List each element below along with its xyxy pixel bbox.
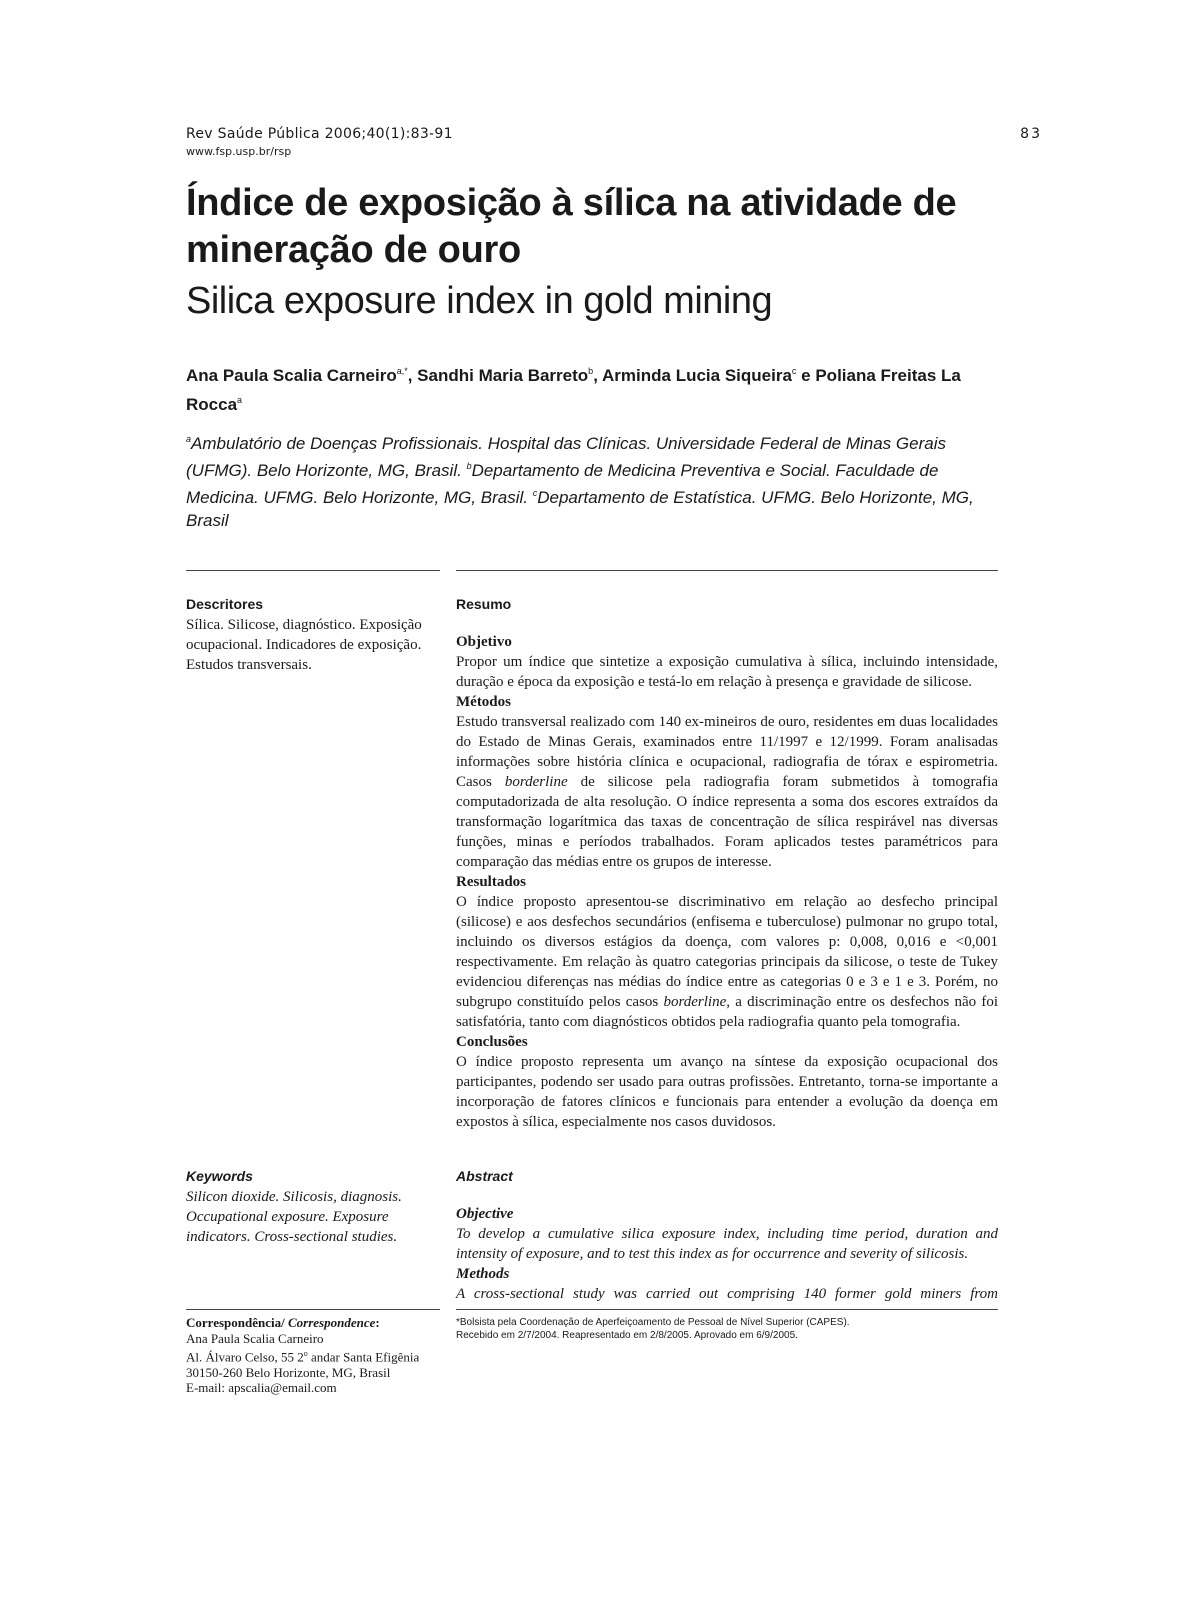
author-affiliation-mark: b [588, 366, 594, 376]
author-name: Arminda Lucia Siqueira [602, 366, 792, 385]
correspondence-label-en: Correspondence [287, 1315, 376, 1330]
resultados-text-part: , a discriminação entre os desfechos não foi satisfatória, tanto com diagnósticos obtidos pela radiografia quanto pela tomografia. [456, 994, 998, 1030]
metodos-text [456, 712, 998, 872]
correspondence-email: E-mail: apscalia@email.com [186, 1380, 337, 1396]
keywords-heading: Keywords [186, 1168, 253, 1184]
resultados-italic-term: borderline [663, 994, 727, 1010]
author-conjunction: e [801, 366, 811, 385]
divider [456, 1309, 998, 1310]
author-name: Poliana Freitas La Rocca [186, 366, 961, 414]
metodos-italic-term: borderline [504, 774, 568, 790]
divider [456, 570, 998, 571]
descritores-section [186, 596, 442, 675]
resultados-text [456, 892, 998, 1032]
journal-url: www.fsp.usp.br/rsp [186, 145, 292, 158]
correspondence-city: 30150-260 Belo Horizonte, MG, Brasil [186, 1364, 391, 1380]
keywords-text: Silicon dioxide. Silicosis, diagnosis. Occupational exposure. Exposure indicators. Cross-sectional studies. [186, 1189, 402, 1245]
correspondence-colon: : [375, 1315, 380, 1330]
footnotes [456, 1316, 998, 1342]
correspondence-heading [186, 1315, 446, 1331]
correspondence-label-pt: Correspondência/ [186, 1315, 285, 1330]
resultados-heading: Resultados [456, 874, 527, 890]
author-affiliation-mark: a [237, 395, 243, 405]
affiliation-text: Departamento de Estatística. UFMG. Belo Horizonte, MG, Brasil [186, 488, 974, 530]
funding-note: *Bolsista pela Coordenação de Aperfeiçoamento de Pessoal de Nível Superior (CAPES). [456, 1317, 850, 1328]
divider [186, 570, 440, 571]
author-affiliation-mark: c [791, 366, 797, 376]
affiliation-mark: a [186, 434, 192, 444]
journal-citation: Rev Saúde Pública 2006;40(1):83-91 [186, 126, 453, 142]
title-portuguese: Índice de exposição à sílica na atividade de mineração de ouro [186, 182, 957, 271]
objetivo-text: Propor um índice que sintetize a exposição cumulativa à sílica, incluindo intensidade, duração e época da exposição e testá-lo em relação à presença e gravidade de silicose. [456, 654, 998, 690]
correspondence-address [186, 1346, 446, 1365]
resultados-text-part: O índice proposto apresentou-se discriminativo em relação ao desfecho principal (silicose) e aos desfechos secundários (enfisema e tuberculose) pulmonar no grupo total, incluindo os diversos estágios da doença, com valores p: 0,008, 0,016 e <0,001 respectivamente. Em relação às quatro categorias principais da silicose, o teste de Tukey evidenciou diferenças nas médias do índice entre as categorias 0 e 3 e 1 e 3. Porém, no subgrupo constituído pelos casos [456, 894, 998, 1010]
descritores-heading: Descritores [186, 596, 264, 612]
resumo-section [456, 596, 998, 1132]
dates-note: Recebido em 2/7/2004. Reapresentado em 2/8/2005. Aprovado em 6/9/2005. [456, 1330, 798, 1341]
affiliation-mark: c [532, 488, 538, 498]
author-affiliation-mark: a,* [396, 366, 408, 376]
author-name: Sandhi Maria Barreto [417, 366, 589, 385]
divider [186, 1309, 440, 1310]
resumo-heading: Resumo [456, 596, 512, 612]
conclusoes-text: O índice proposto representa um avanço na síntese da exposição ocupacional dos participantes, podendo ser usado para outras profissões. Entretanto, torna-se importante a incorporação de fatores clínicos e funcionais para entender a evolução da doença em expostos à sílica, especialmente nos casos duvidosos. [456, 1054, 998, 1130]
title-english: Silica exposure index in gold mining [186, 280, 773, 322]
metodos-heading: Métodos [456, 694, 511, 710]
affiliation-text: Departamento de Medicina Preventiva e Social. Faculdade de Medicina. UFMG. Belo Horizonte, MG, Brasil. [186, 461, 939, 507]
methods-text: A cross-sectional study was carried out comprising 140 former gold miners from [456, 1286, 998, 1302]
affiliation-mark: b [466, 461, 472, 471]
page-number: 83 [1020, 126, 1042, 142]
objective-text: To develop a cumulative silica exposure index, including time period, duration and intensity of exposure, and to test this index as for occurrence and severity of silicosis. [456, 1226, 998, 1262]
address-ordinal: o [303, 1349, 308, 1358]
affiliations [186, 428, 1001, 532]
conclusoes-heading: Conclusões [456, 1034, 528, 1050]
objetivo-heading: Objetivo [456, 634, 512, 650]
address-part: andar Santa Efigênia [310, 1349, 420, 1365]
descritores-text: Sílica. Silicose, diagnóstico. Exposição ocupacional. Indicadores de exposição. Estudos transversais. [186, 617, 422, 673]
metodos-text-part: de silicose pela radiografia foram submetidos à tomografia computadorizada de alta resolução. O índice representa a soma dos escores extraídos da transformação logarítmica das taxas de concentração de sílica respirável nas diversas funções, minas e períodos trabalhados. Foram aplicados testes paramétricos para comparação das médias entre os grupos de interesse. [456, 774, 999, 870]
abstract-section [456, 1168, 998, 1304]
affiliation-text: Ambulatório de Doenças Profissionais. Hospital das Clínicas. Universidade Federal de Minas Gerais (UFMG). Belo Horizonte, MG, Brasil. [186, 434, 946, 480]
author-name: Ana Paula Scalia Carneiro [186, 366, 397, 385]
correspondence-block [186, 1315, 446, 1396]
objective-heading: Objective [456, 1206, 514, 1222]
correspondence-name: Ana Paula Scalia Carneiro [186, 1330, 324, 1346]
keywords-section [186, 1168, 442, 1247]
metodos-text-part: Estudo transversal realizado com 140 ex-mineiros de ouro, residentes em duas localidades do Estado de Minas Gerais, examinados entre 11/1997 e 12/1999. Foram analisadas informações sobre história clínica e ocupacional, radiografia de tórax e espirometria. Casos [456, 714, 998, 790]
address-part: Al. Álvaro Celso, 55 2 [186, 1349, 304, 1365]
methods-heading: Methods [456, 1266, 510, 1282]
abstract-heading: Abstract [456, 1168, 513, 1184]
author-list: Ana Paula Scalia Carneiro$^{a,*}$, Sandhi Maria Barreto$^b$, Arminda Lucia Siqueira$^c$ e Poliana Freitas La Rocca$^a$ [186, 366, 961, 414]
